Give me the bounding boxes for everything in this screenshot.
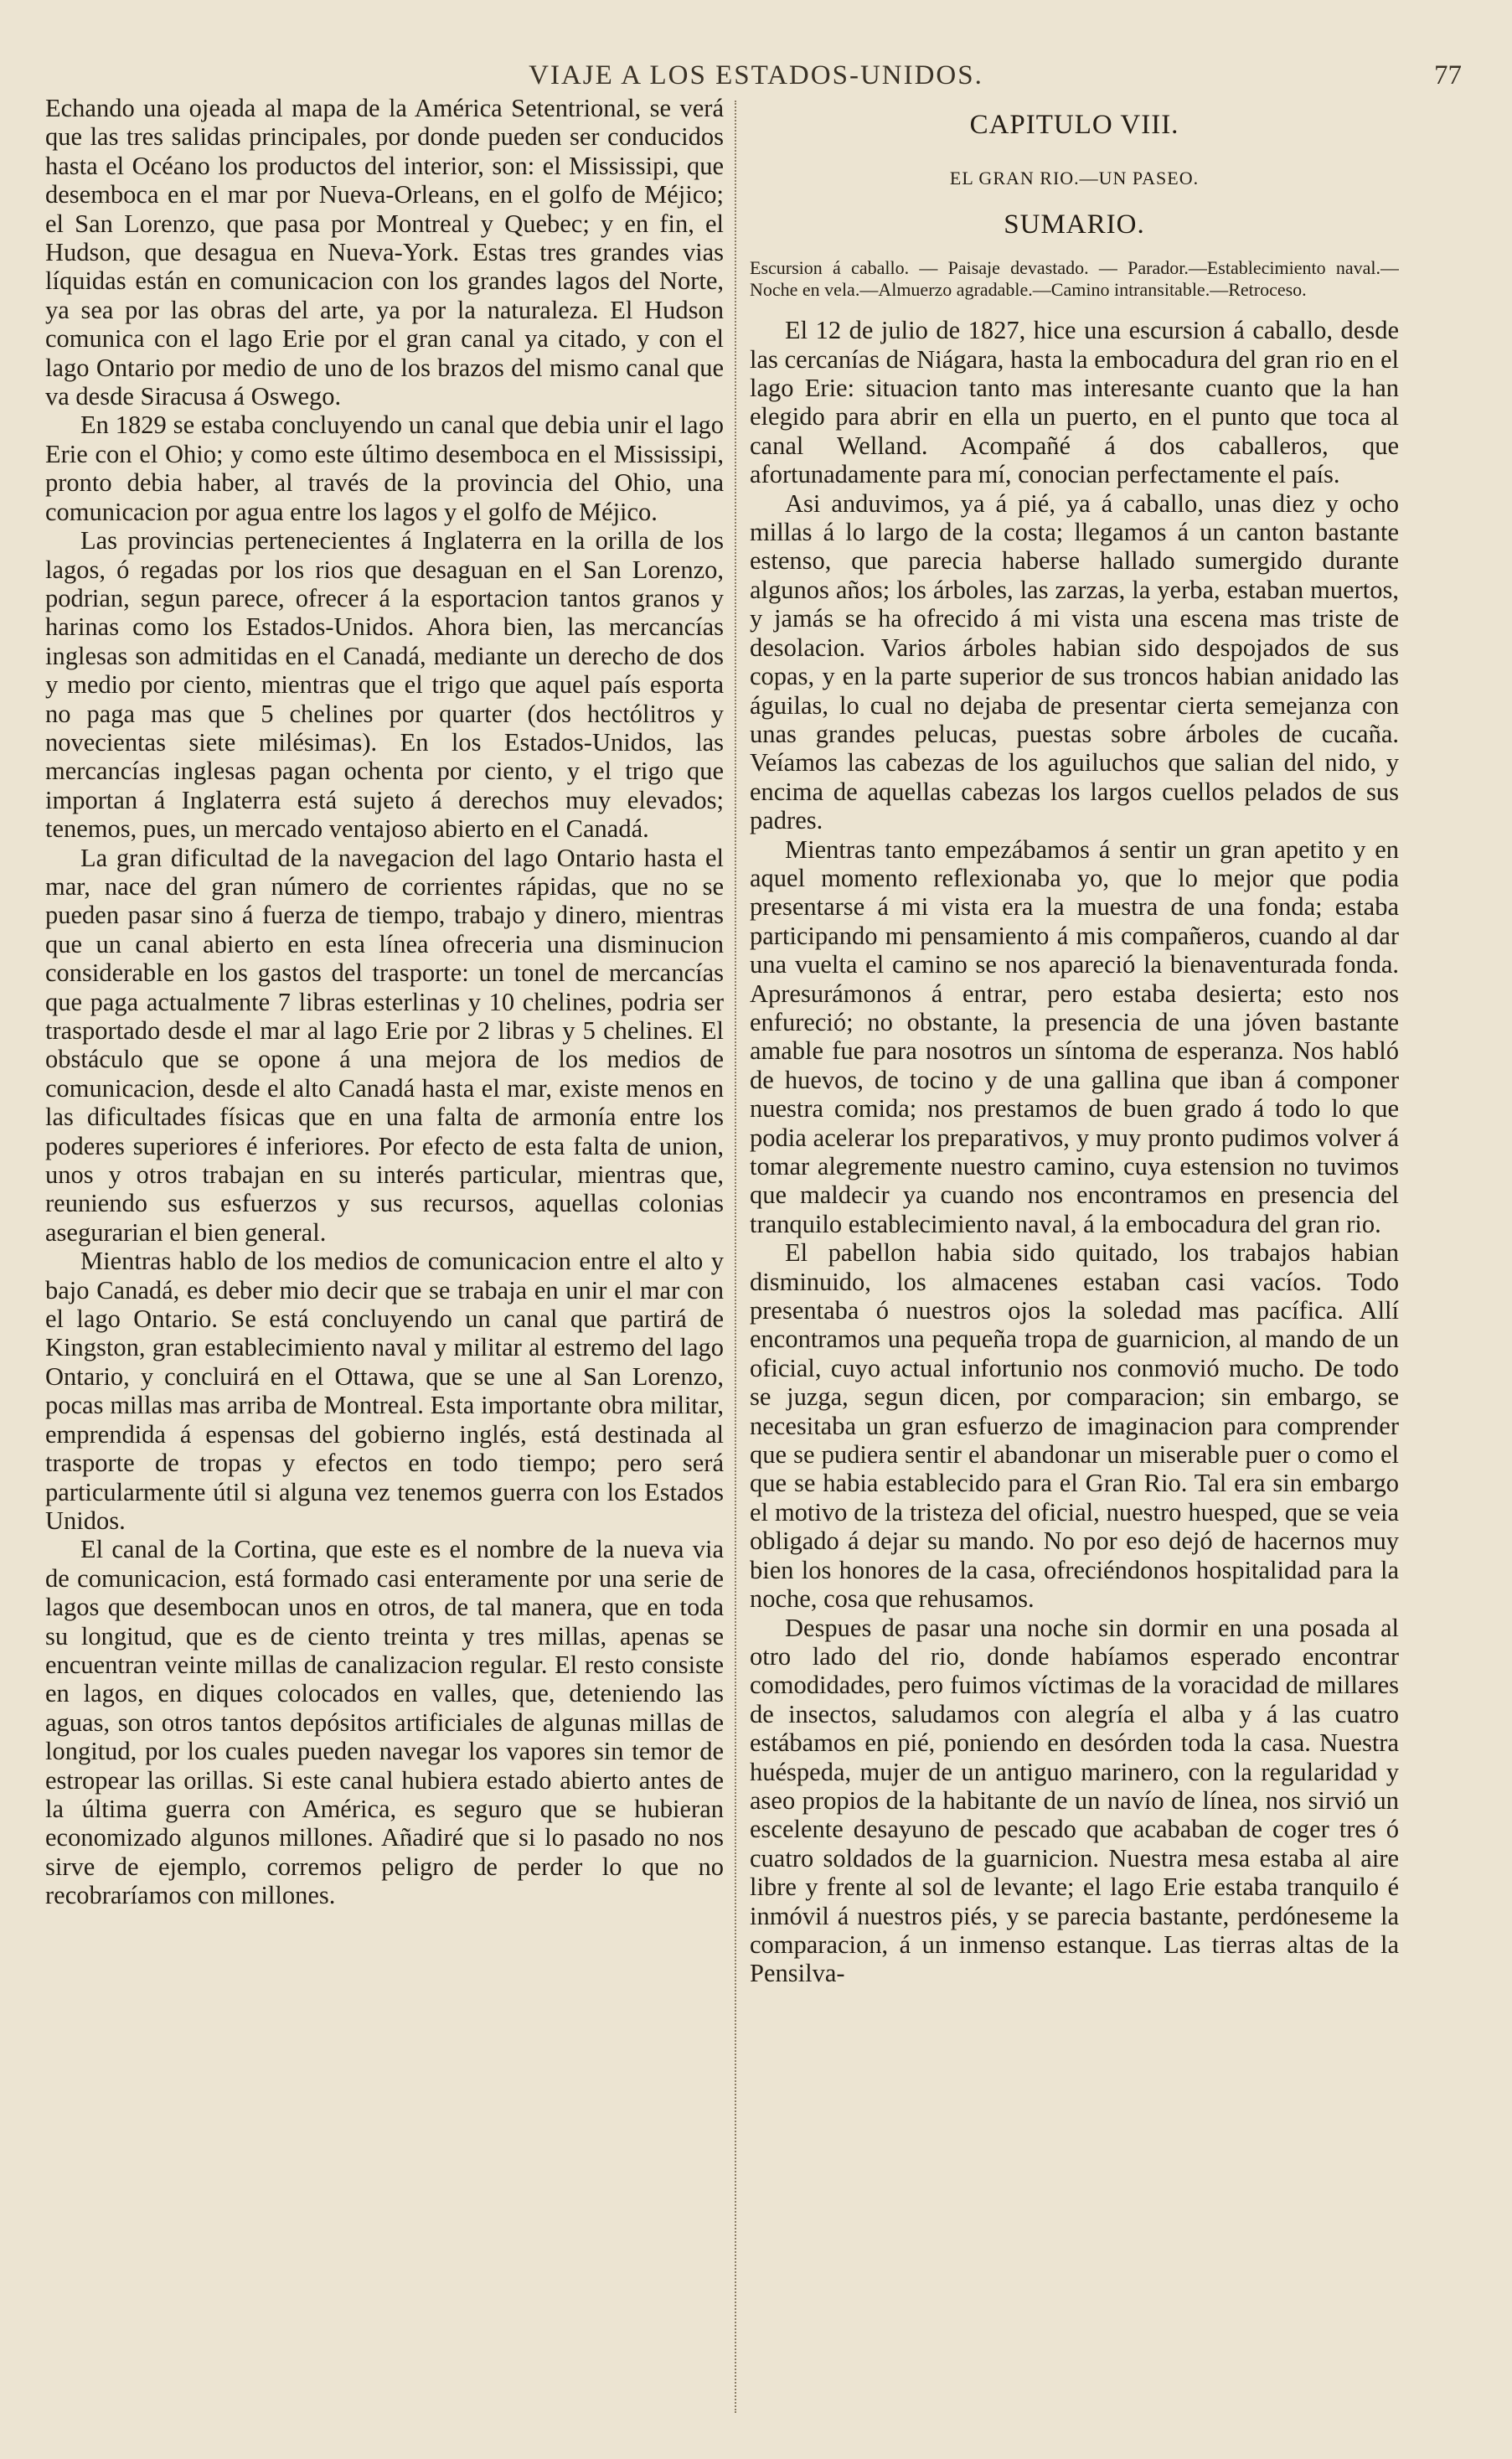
left-paragraph: Mientras hablo de los medios de comunicacion entre el alto y bajo Canadá, es deber mio decir que se trabaja en unir el mar con el lago Ontario. Se está concluyendo un canal que partirá de Kingston, gran establecimiento naval y militar al estremo del lago Ontario, y concluirá en el Ottawa, que se une al San Lorenzo, pocas millas mas arriba de Montreal. Esta importante obra militar, emprendida á espensas del gobierno inglés, está destinada al trasporte de tropas y efectos en todo tiempo; pero será particularmente útil si alguna vez tenemos guerra con los Estados Unidos. (45, 1247, 724, 1535)
right-paragraph: Mientras tanto empezábamos á sentir un gran apetito y en aquel momento reflexionaba yo, que lo mejor que podia presentarse á mi vista era la muestra de una fonda; estaba participando mi pensamiento á mis compañeros, cuando al dar una vuelta el camino se nos apareció la bienaventurada fonda. Apresurámonos á entrar, pero estaba desierta; esto nos enfureció; no obstante, la presencia de una jóven bastante amable fue para nosotros un síntoma de esperanza. Nos habló de huevos, de tocino y de una gallina que iban á componer nuestra comida; nos prestamos de buen grado á todo lo que podia acelerar los preparativos, y muy pronto pudimos volver á tomar alegremente nuestro camino, cuya estension no tuvimos que maldecir ya cuando nos encontramos en presencia del tranquilo establecimiento naval, á la embocadura del gran rio. (750, 834, 1399, 1238)
running-head (0, 60, 1512, 94)
right-paragraph: Despues de pasar una noche sin dormir en una posada al otro lado del rio, donde habíamos esperado encontrar comodidades, pero fuimos víctimas de la voracidad de millares de insectos, saludamos con alegría el alba y á las cuatro estábamos en pié, poniendo en desórden toda la casa. Nuestra huéspeda, mujer de un antiguo marinero, con la regularidad y aseo propios de la habitante de un navío de línea, nos sirvió un escelente desayuno de pescado que acababan de coger tres ó cuatro soldados de la guarnicion. Nuestra mesa estaba al aire libre y frente al sol de levante; el lago Erie estaba tranquilo é inmóvil á nuestros piés, y se parecia bastante, perdóneseme la comparacion, á un inmenso estanque. Las tierras altas de la Pensilva- (750, 1613, 1399, 1988)
column-divider (735, 101, 736, 2413)
page-number: 77 (1434, 60, 1462, 90)
right-paragraph: El pabellon habia sido quitado, los trabajos habian disminuido, los almacenes estaban casi vacíos. Todo presentaba ó nuestros ojos la soledad mas pacífica. Allí encontramos una pequeña tropa de guarnicion, al mando de un oficial, cuyo actual infortunio nos conmovió mucho. De todo se juzga, segun dicen, por comparacion; sin embargo, se necesitaba un gran esfuerzo de imaginacion para comprender que se pudiera sentir el abandonar un miserable puer o como el que se habia establecido para el Gran Rio. Tal era sin embargo el motivo de la tristeza del oficial, nuestro huesped, que se veia obligado á dejar su mando. No por eso dejó de hacernos muy bien los honores de la casa, ofreciéndonos hospitalidad para la noche, cosa que rehusamos. (750, 1238, 1399, 1614)
left-paragraph: El canal de la Cortina, que este es el nombre de la nueva via de comunicacion, está formado casi enteramente por una serie de lagos que desembocan unos en otros, de tal manera, que en toda su longitud, que es de ciento treinta y tres millas, apenas se encuentran veinte millas de canalizacion regular. El resto consiste en lagos, en diques colocados en valles, que, deteniendo las aguas, son otros tantos depósitos artificiales de algunas millas de longitud, por los cuales pueden navegar los vapores sin temor de estropear las orillas. Si este canal hubiera estado abierto antes de la última guerra con América, es seguro que se hubieran economizado algunos millones. Añadiré que si lo pasado no nos sirve de ejemplo, corremos peligro de perder lo que no recobraríamos con millones. (45, 1535, 724, 1910)
left-paragraph: Las provincias pertenecientes á Inglaterra en la orilla de los lagos, ó regadas por los rios que desaguan en el San Lorenzo, podrian, segun parece, ofrecer á la esportacion tantos granos y harinas como los Estados-Unidos. Ahora bien, las mercancías inglesas son admitidas en el Canadá, mediante un derecho de dos y medio por ciento, mientras que el trigo que aquel país esporta no paga mas que 5 chelines por quarter (dos hectólitros y novecientas siete milésimas). En los Estados-Unidos, las mercancías inglesas pagan ochenta por ciento, y el trigo que importan á Inglaterra está sujeto á derechos muy elevados; tenemos, pues, un mercado ventajoso abierto en el Canadá. (45, 526, 724, 844)
summary-text: Escursion á caballo. — Paisaje devastado. — Parador.—Establecimiento naval.—Noche en vela.—Almuerzo agradable.—Camino intransitable.—Retroceso. (750, 257, 1399, 301)
chapter-subtitle: EL GRAN RIO.—UN PASEO. (949, 168, 1200, 189)
left-paragraph: En 1829 se estaba concluyendo un canal que debia unir el lago Erie con el Ohio; y como este último desemboca en el Mississipi, pronto debia haber, al través de la provincia del Ohio, una comunicacion por agua entre los lagos y el golfo de Méjico. (45, 411, 724, 526)
left-paragraph: Echando una ojeada al mapa de la América Setentrional, se verá que las tres salidas principales, por donde pueden ser conducidos hasta el Océano los productos del interior, son: el Mississipi, que desemboca en el mar por Nueva-Orleans, en el golfo de Méjico; el San Lorenzo, que pasa por Montreal y Quebec; y en fin, el Hudson, que desagua en Nueva-York. Estas tres grandes vias líquidas están en comunicacion con los grandes lagos del Norte, ya sea por las obras del arte, ya por la naturaleza. El Hudson comunica con el lago Erie por el gran canal ya citado, y con el lago Ontario por medio de uno de los brazos del mismo canal que va desde Siracusa á Oswego. (45, 94, 724, 411)
left-paragraph: La gran dificultad de la navegacion del lago Ontario hasta el mar, nace del gran número de corrientes rápidas, que no se pueden pasar sino á fuerza de tiempo, trabajo y dinero, mientras que un canal abierto en esta línea ofreceria una disminucion considerable en los gastos del trasporte: un tonel de mercancías que paga actualmente 7 libras esterlinas y 10 chelines, podria ser trasportado desde el mar al lago Erie por 2 libras y 5 chelines. El obstáculo que se opone á una mejora de los medios de comunicacion, desde el alto Canadá hasta el mar, existe menos en las dificultades físicas que en una falta de armonía entre los poderes superiores é inferiores. Por efecto de esta falta de union, unos y otros trabajan en su interés particular, mientras que, reuniendo sus esfuerzos y sus recursos, aquellas colonias asegurarian el bien general. (45, 843, 724, 1247)
right-paragraph: El 12 de julio de 1827, hice una escursion á caballo, desde las cercanías de Niágara, hasta la embocadura del gran rio en el lago Erie: situacion tanto mas interesante cuanto que la han elegido para abrir en ella un puerto, en el punto que toca al canal Welland. Acompañé á dos caballeros, que afortunadamente para mí, conocian perfectamente el país. (750, 316, 1399, 489)
summary-heading: SUMARIO. (1004, 209, 1145, 240)
left-column (45, 94, 724, 2440)
chapter-title: CAPITULO VIII. (969, 110, 1179, 140)
right-column (750, 107, 1399, 2453)
right-paragraph: Asi anduvimos, ya á pié, ya á caballo, unas diez y ocho millas á lo largo de la costa; llegamos á un canton bastante estenso, que parecia haberse hallado sumergido durante algunos años; los árboles, las zarzas, la yerba, estaban muertos, y jamás se ha ofrecido á mi vista una escena mas triste de desolacion. Varios árboles habian sido despojados de sus copas, y en la parte superior de sus troncos habian anidado las águilas, lo cual no dejaba de presentar cierta semejanza con unas grandes pelucas, puestas sobre árboles de cucaña. Veíamos las cabezas de los aguiluchos que salian del nido, y encima de aquellas cabezas los largos cuellos pelados de sus padres. (750, 488, 1399, 835)
header-title: VIAJE A LOS ESTADOS-UNIDOS. (529, 60, 983, 90)
